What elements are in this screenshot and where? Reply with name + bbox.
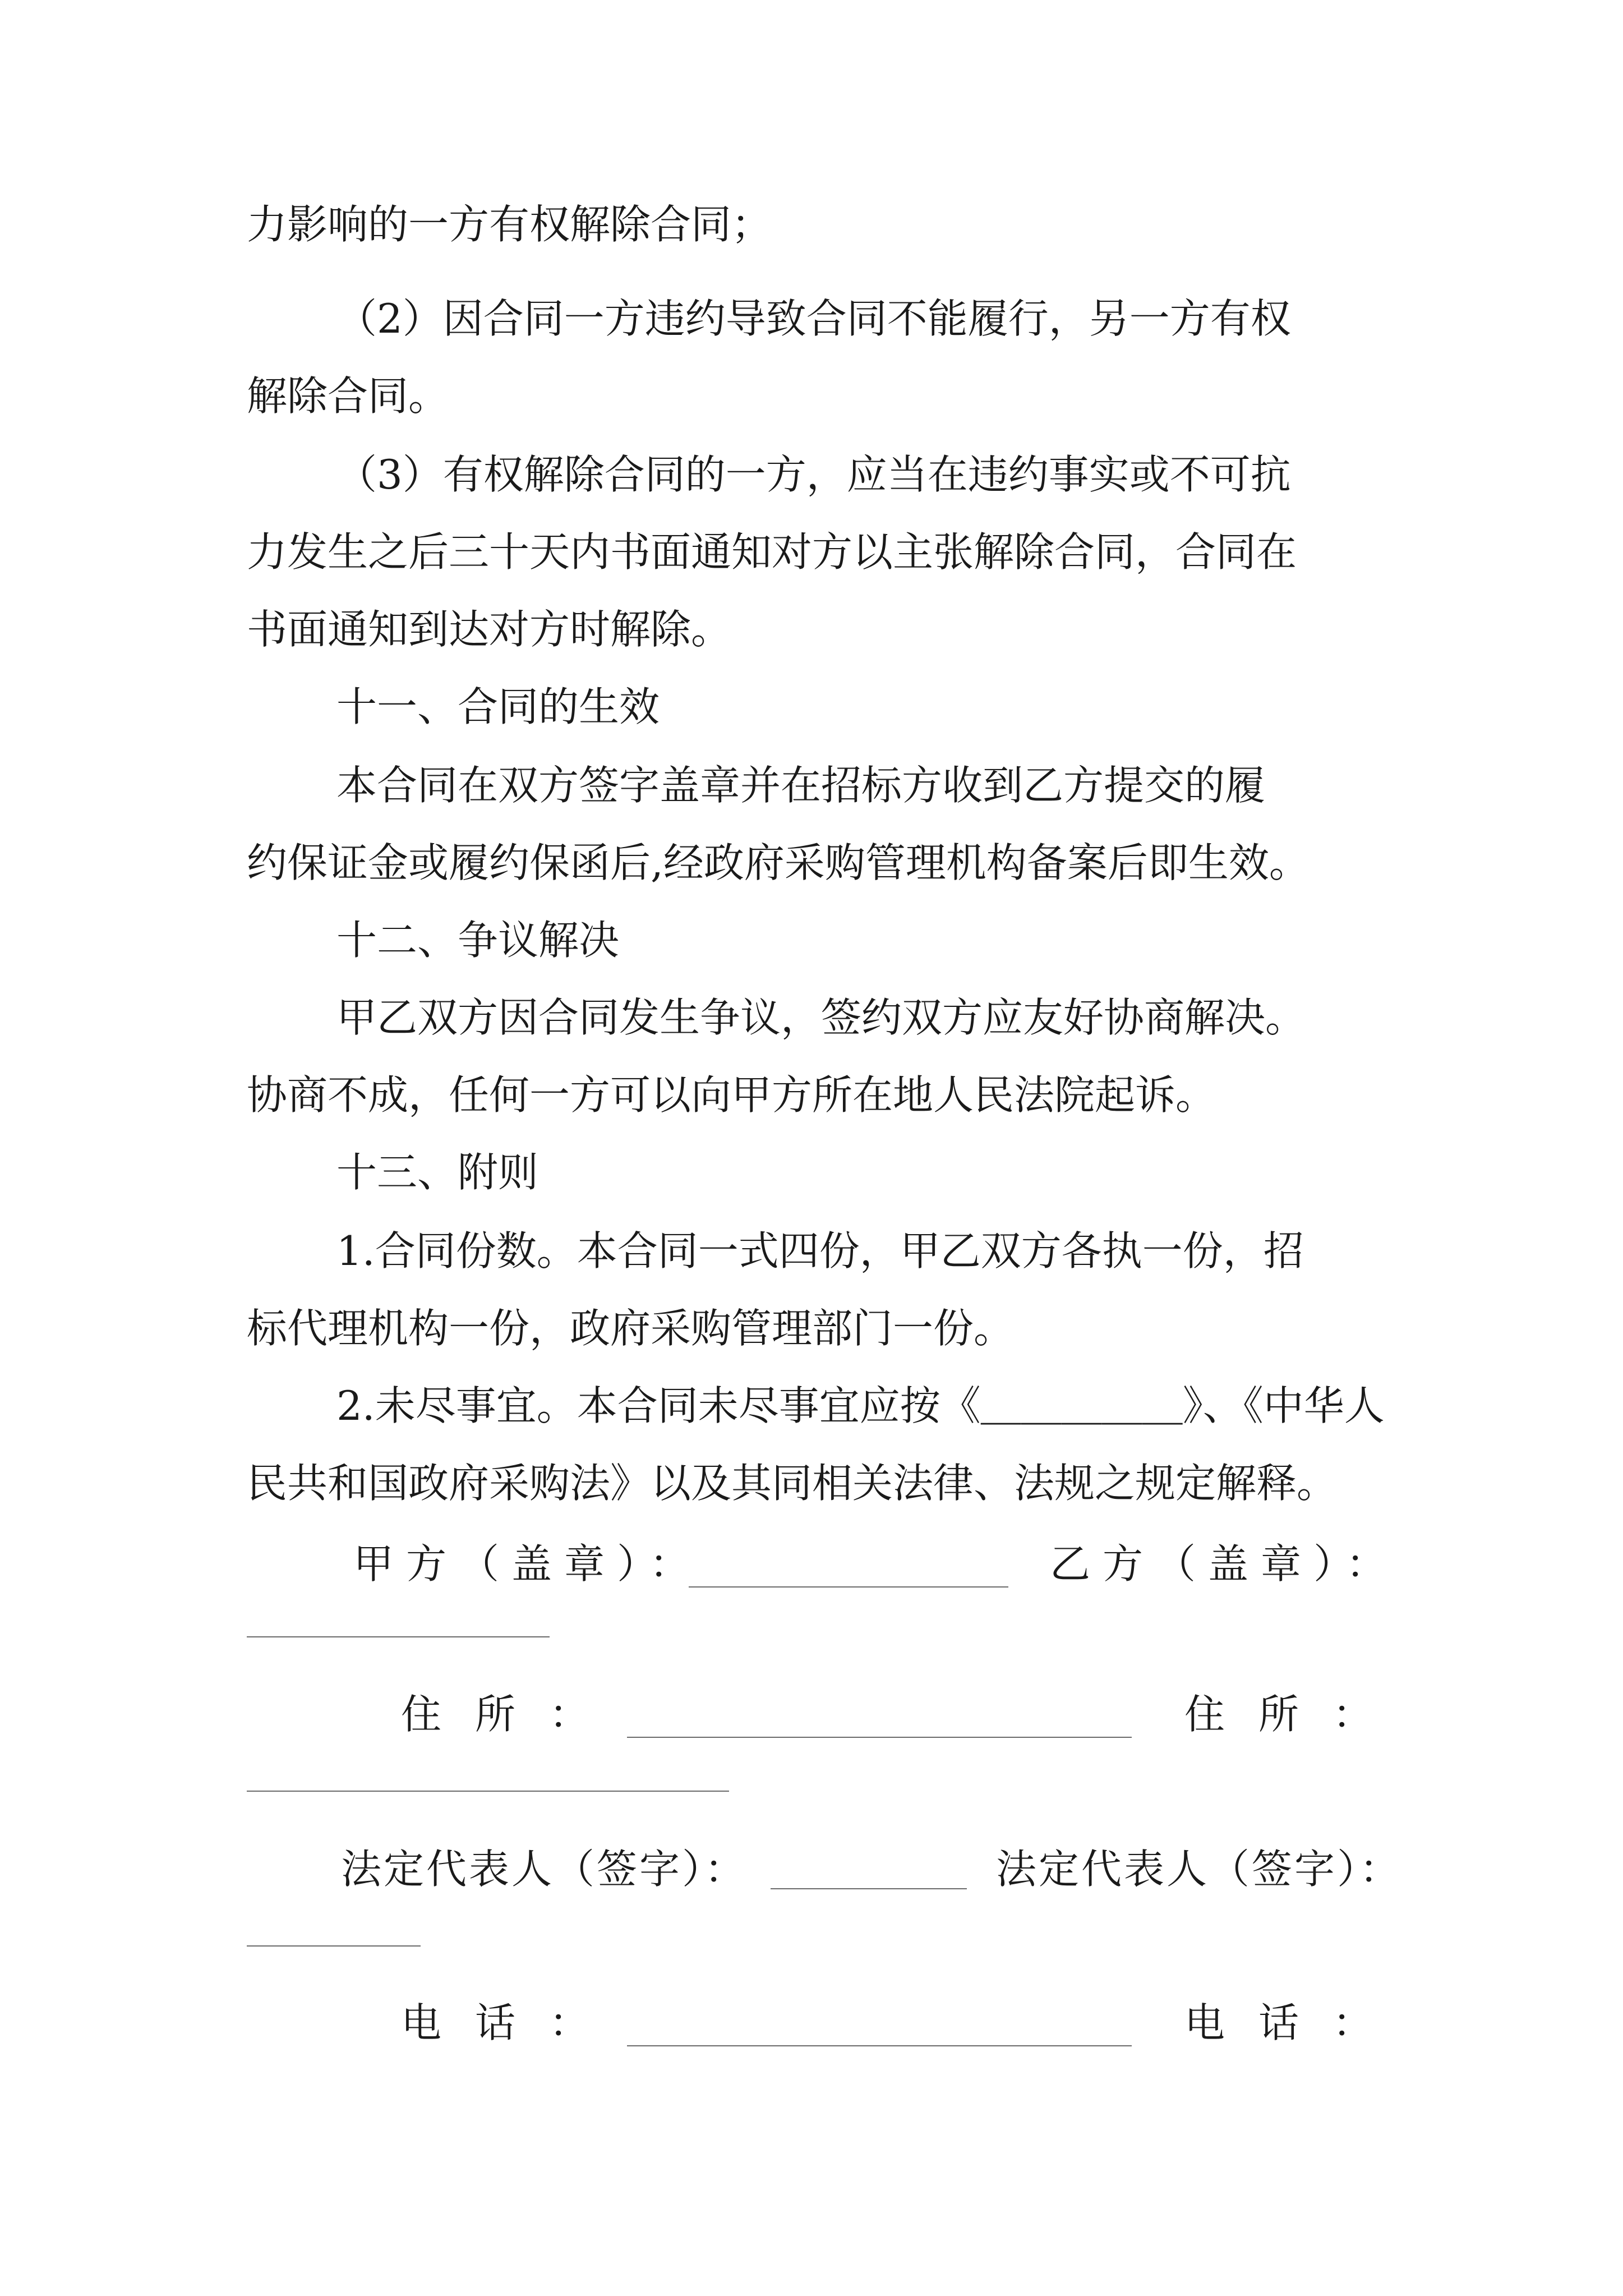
body-line: 标代理机构一份，政府采购管理部门一份。 bbox=[247, 1305, 1015, 1352]
party-b-seal-label: 乙方（盖章）： bbox=[1050, 1540, 1399, 1588]
rep-b-label: 法定代表人（签字）： bbox=[996, 1846, 1403, 1893]
body-line: 力发生之后三十天内书面通知对方以主张解除合同，合同在 bbox=[247, 528, 1297, 576]
rep-b-line bbox=[247, 1945, 421, 1947]
phone-a-label: 电话： bbox=[401, 1999, 624, 2046]
body-line: 甲乙双方因合同发生争议，签约双方应友好协商解决。 bbox=[336, 994, 1306, 1041]
address-a-label: 住所： bbox=[401, 1691, 624, 1738]
party-b-seal-line bbox=[247, 1636, 550, 1637]
body-line: 民共和国政府采购法》以及其同相关法律、法规之规定解释。 bbox=[247, 1460, 1338, 1507]
body-line: 力影响的一方有权解除合同； bbox=[247, 201, 772, 248]
rep-a-label: 法定代表人（签字）： bbox=[341, 1846, 748, 1893]
section-heading: 十一、合同的生效 bbox=[336, 683, 660, 730]
party-a-seal-label: 甲方（盖章）： bbox=[353, 1540, 703, 1588]
phone-a-line bbox=[627, 2045, 1132, 2046]
body-line: 书面通知到达对方时解除。 bbox=[247, 606, 732, 653]
body-line: 协商不成，任何一方可以向甲方所在地人民法院起诉。 bbox=[247, 1071, 1216, 1119]
phone-b-label: 电话： bbox=[1184, 1999, 1407, 2046]
body-line: 解除合同。 bbox=[247, 372, 449, 420]
body-line: （3）有权解除合同的一方，应当在违约事实或不可抗 bbox=[336, 451, 1291, 498]
section-heading: 十三、附则 bbox=[336, 1149, 539, 1196]
body-line: （2）因合同一方违约导致合同不能履行，另一方有权 bbox=[336, 295, 1291, 342]
body-line: 1.合同份数。本合同一式四份，甲乙双方各执一份，招 bbox=[336, 1227, 1304, 1274]
address-b-line bbox=[247, 1791, 729, 1792]
body-line: 约保证金或履约保函后,经政府采购管理机构备案后即生效。 bbox=[247, 839, 1310, 886]
section-heading: 十二、争议解决 bbox=[336, 917, 620, 964]
address-a-line bbox=[627, 1737, 1132, 1738]
address-b-label: 住所： bbox=[1184, 1691, 1407, 1738]
body-line: 2.未尽事宜。本合同未尽事宜应按《＿＿＿＿＿》、《中华人 bbox=[336, 1382, 1385, 1429]
party-a-seal-line bbox=[689, 1586, 1008, 1588]
rep-a-line bbox=[771, 1888, 967, 1889]
body-line: 本合同在双方签字盖章并在招标方收到乙方提交的履 bbox=[336, 762, 1266, 809]
